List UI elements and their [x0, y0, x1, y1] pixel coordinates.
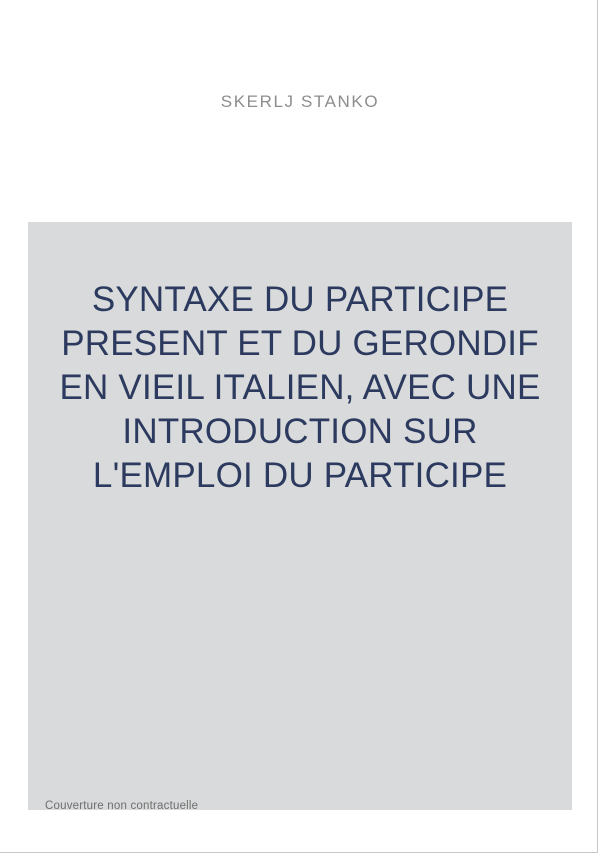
- author-name: SKERLJ STANKO: [220, 92, 380, 111]
- book-title: SYNTAXE DU PARTICIPE PRESENT ET DU GERONDIF EN VIEIL ITALIEN, AVEC UNE INTRODUCTION SUR L'EMPLOI DU PARTICIPE: [59, 280, 541, 495]
- cover-disclaimer: Couverture non contractuelle: [45, 800, 199, 812]
